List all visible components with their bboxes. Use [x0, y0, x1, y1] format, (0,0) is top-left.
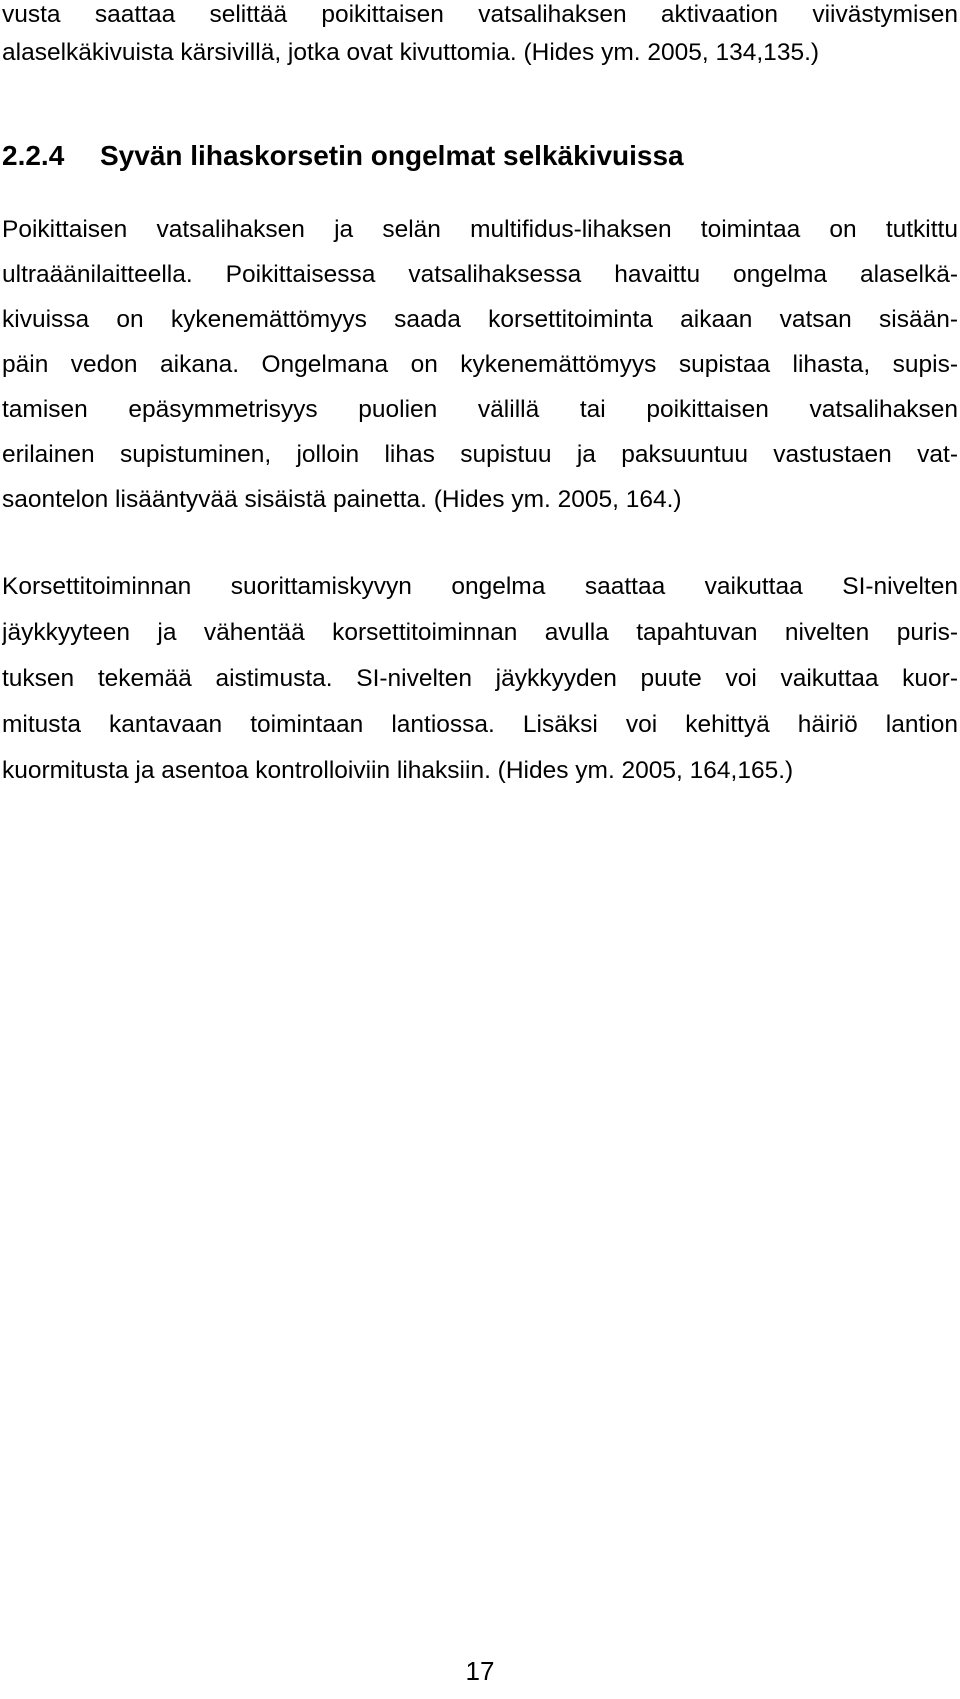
intro-line-1: vusta saattaa selittää poikittaisen vatsalihaksen aktivaation viivästymisen — [2, 1, 958, 28]
paragraph2-line-4: mitusta kantavaan toimintaan lantiossa. Lisäksi voi kehittyä häiriö lantion — [2, 711, 958, 738]
section-heading — [2, 139, 684, 173]
paragraph1-line-3: kivuissa on kykenemättömyys saada korsettitoiminta aikaan vatsan sisään- — [2, 306, 958, 333]
paragraph1-line-2: ultraäänilaitteella. Poikittaisessa vatsalihaksessa havaittu ongelma alaselkä- — [2, 261, 958, 288]
paragraph1-line-1: Poikittaisen vatsalihaksen ja selän multifidus-lihaksen toimintaa on tutkittu — [2, 216, 958, 243]
page-number: 17 — [465, 1656, 495, 1686]
paragraph1-line-4: päin vedon aikana. Ongelmana on kykenemättömyys supistaa lihasta, supis- — [2, 351, 958, 378]
section-number: 2.2.4 — [2, 140, 65, 171]
intro-line-2: alaselkäkivuista kärsivillä, jotka ovat kivuttomia. (Hides ym. 2005, 134,135.) — [2, 39, 820, 66]
paragraph2-line-2: jäykkyyteen ja vähentää korsettitoiminnan avulla tapahtuvan nivelten puris- — [2, 619, 958, 646]
paragraph1-line-5: tamisen epäsymmetrisyys puolien välillä tai poikittaisen vatsalihaksen — [2, 396, 958, 423]
paragraph2-line-1: Korsettitoiminnan suorittamiskyvyn ongelma saattaa vaikuttaa SI-nivelten — [2, 573, 958, 600]
paragraph2-line-5: kuormitusta ja asentoa kontrolloiviin lihaksiin. (Hides ym. 2005, 164,165.) — [2, 757, 794, 784]
paragraph1-line-6: erilainen supistuminen, jolloin lihas supistuu ja paksuuntuu vastustaen vat- — [2, 441, 958, 468]
paragraph2-line-3: tuksen tekemää aistimusta. SI-nivelten jäykkyyden puute voi vaikuttaa kuor- — [2, 665, 958, 692]
paragraph1-line-7: saontelon lisääntyvää sisäistä painetta. (Hides ym. 2005, 164.) — [2, 486, 682, 513]
section-title: Syvän lihaskorsetin ongelmat selkäkivuissa — [100, 140, 684, 171]
